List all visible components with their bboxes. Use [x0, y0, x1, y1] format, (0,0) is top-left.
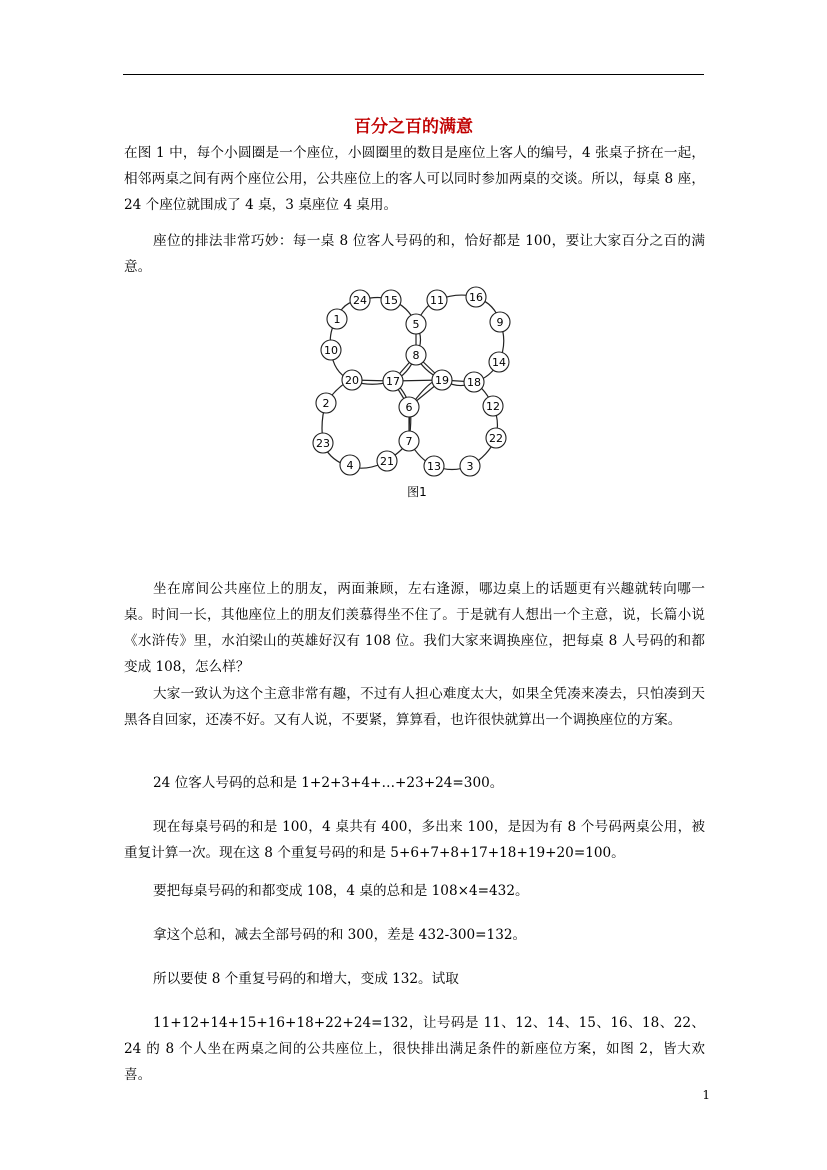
seat-number: 24 [353, 294, 367, 307]
paragraph-2: 座位的排法非常巧妙：每一桌 8 位客人号码的和，恰好都是 100，要让大家百分之百的满意。 [124, 233, 705, 275]
seat-number: 20 [345, 374, 359, 387]
seat-circle [466, 287, 486, 307]
seat-number: 18 [467, 376, 481, 389]
seat-circle [486, 428, 506, 448]
paragraph-10: 11+12+14+15+16+18+22+24=132，让号码是 11、12、14、15、16、18、22、24 的 8 个人坐在两桌之间的公共座位上，很快排出满足条件的新座位方案，如图 2，皆大欢喜。 [124, 1015, 705, 1083]
seat-number: 8 [412, 349, 420, 362]
seat-number: 23 [316, 437, 330, 450]
seat-circle [383, 371, 403, 391]
seat-number: 15 [384, 294, 398, 307]
paragraph-5: 24 位客人号码的总和是 1+2+3+4+…+23+24=300。 [153, 775, 504, 791]
table-ring-top-right [416, 295, 504, 385]
page-title: 百分之百的满意 [354, 117, 473, 137]
seat-circle [342, 370, 362, 390]
seat-number: 2 [322, 397, 330, 410]
seat-number: 13 [427, 460, 441, 473]
seat-circle [327, 309, 347, 329]
seat-number: 3 [466, 460, 474, 473]
seat-circle [377, 451, 397, 471]
seat-circle [399, 397, 419, 417]
seat-number: 21 [380, 455, 394, 468]
table-ring-top-left [330, 298, 420, 385]
seat-circle [464, 372, 484, 392]
paragraph-6: 现在每桌号码的和是 100，4 桌共有 400，多出来 100，是因为有 8 个号码两桌公用，被重复计算一次。现在这 8 个重复号码的和是 5+6+7+8+17+18+19+20=100。 [124, 819, 705, 861]
seat-number: 10 [324, 344, 338, 357]
seat-number: 22 [489, 432, 503, 445]
seat-circle [427, 290, 447, 310]
seat-circle [424, 456, 444, 476]
figure-1 [300, 280, 530, 510]
seat-circle [381, 290, 401, 310]
page-number: 1 [702, 1088, 710, 1102]
seat-circle [406, 345, 426, 365]
seat-number: 4 [346, 459, 354, 472]
paragraph-1: 在图 1 中，每个小圆圈是一个座位，小圆圈里的数目是座位上客人的编号，4 张桌子挤在一起，相邻两桌之间有两个座位公用，公共座位上的客人可以同时参加两桌的交谈。所以，每桌 8 座，24 个座位就围成了 4 桌，3 桌座位 4 桌用。 [124, 145, 705, 213]
figure-caption: 图1 [407, 485, 427, 499]
table-ring-bottom-right [409, 380, 497, 470]
seat-circle [489, 352, 509, 372]
header-rule [123, 74, 704, 75]
paragraph-8: 拿这个总和，减去全部号码的和 300，差是 432-300=132。 [153, 927, 527, 943]
seat-circle [321, 340, 341, 360]
seat-number: 5 [412, 318, 420, 331]
seat-number: 7 [405, 435, 413, 448]
paragraph-3: 坐在席间公共座位上的朋友，两面兼顾，左右逢源，哪边桌上的话题更有兴趣就转向哪一桌。时间一长，其他座位上的朋友们羡慕得坐不住了。于是就有人想出一个主意，说，长篇小说《水浒传》里，水泊梁山的英雄好汉有 108 位。我们大家来调换座位，把每桌 8 人号码的和都变成 108，怎么样？ [124, 581, 705, 675]
seat-number: 6 [405, 401, 413, 414]
seat-circle [483, 396, 503, 416]
seat-number: 16 [469, 291, 483, 304]
paragraph-7: 要把每桌号码的和都变成 108，4 桌的总和是 108×4=432。 [153, 883, 529, 899]
seat-number: 19 [435, 374, 449, 387]
paragraph-4: 大家一致认为这个主意非常有趣，不过有人担心难度太大，如果全凭凑来凑去，只怕凑到天黑各自回家，还凑不好。又有人说，不要紧，算算看，也许很快就算出一个调换座位的方案。 [124, 686, 705, 728]
seat-number: 14 [492, 356, 506, 369]
table-ring-bottom-left [322, 380, 411, 468]
paragraph-9: 所以要使 8 个重复号码的和增大，变成 132。试取 [153, 971, 459, 987]
seat-circle [399, 431, 419, 451]
seat-circle [432, 370, 452, 390]
seat-circle [313, 433, 333, 453]
seat-number: 1 [333, 313, 341, 326]
seat-number: 12 [486, 400, 500, 413]
seat-number: 17 [386, 375, 400, 388]
seat-circle [316, 393, 336, 413]
seat-layer [313, 287, 510, 476]
seat-number: 9 [496, 316, 504, 329]
seating-diagram [300, 280, 530, 510]
seat-number: 11 [430, 294, 444, 307]
seat-circle [350, 290, 370, 310]
seat-circle [490, 312, 510, 332]
seat-circle [406, 314, 426, 334]
seat-circle [460, 456, 480, 476]
seat-circle [340, 455, 360, 475]
